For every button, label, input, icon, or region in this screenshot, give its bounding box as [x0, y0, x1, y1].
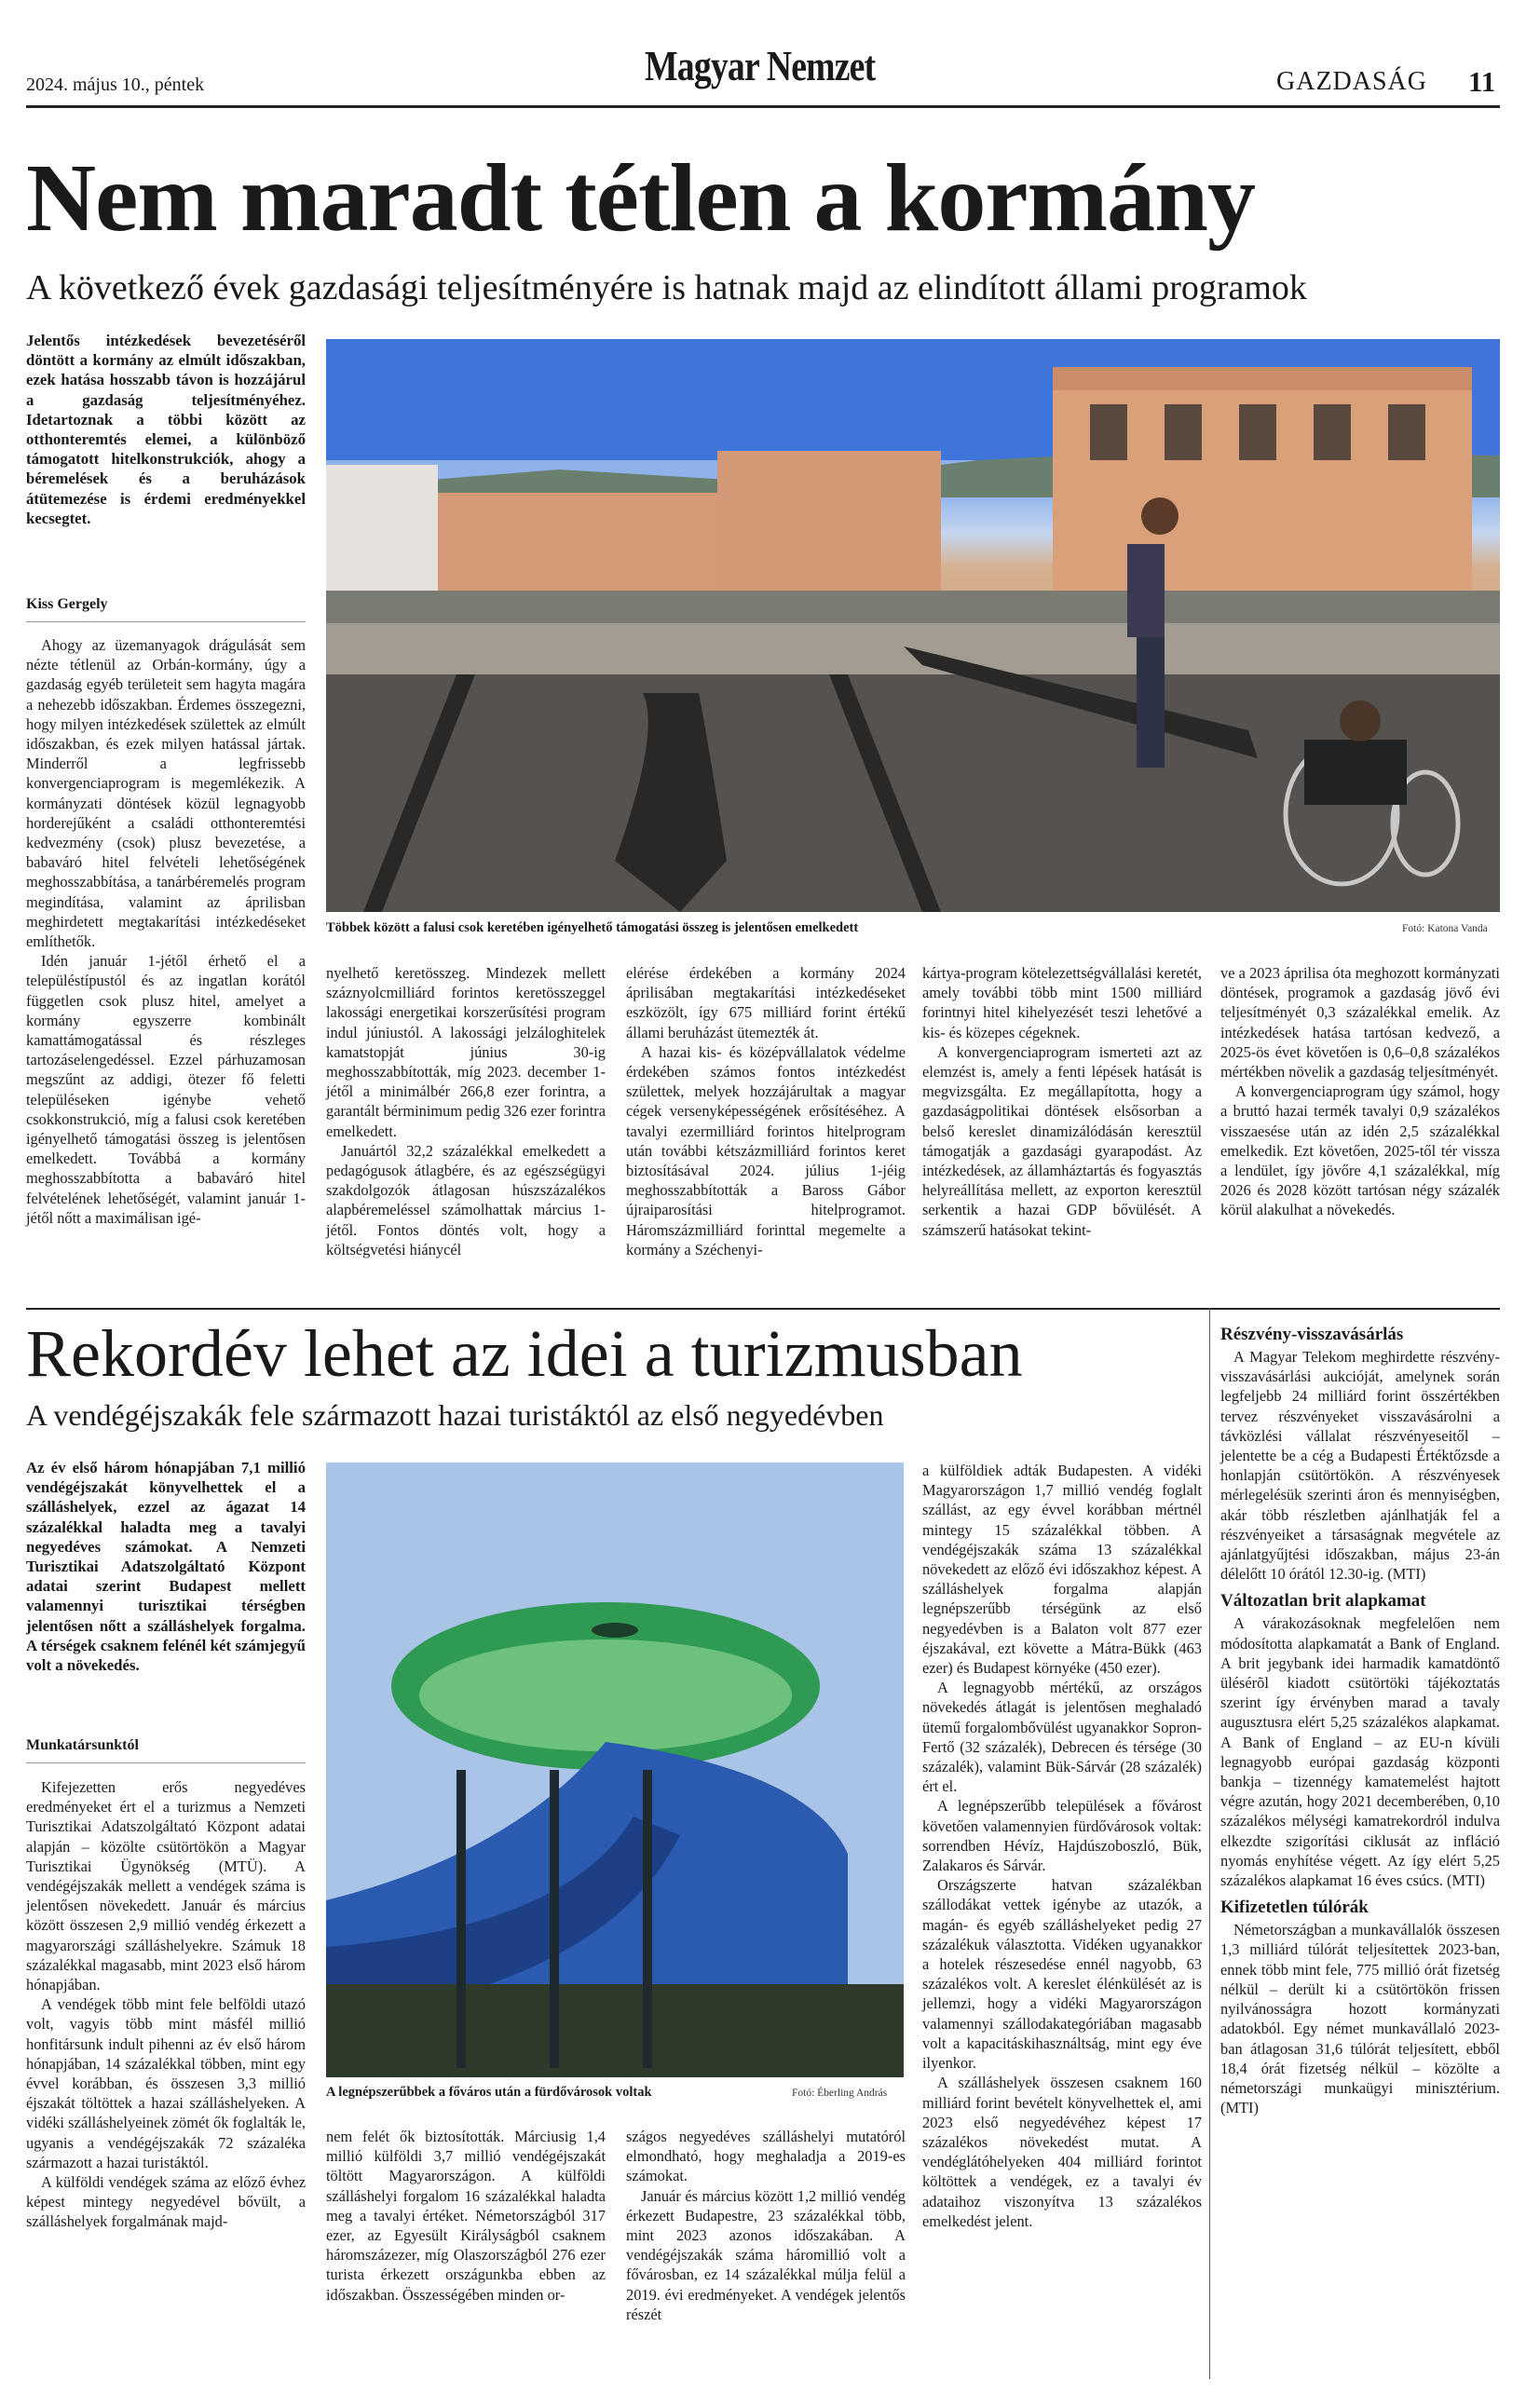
article2-title: Rekordév lehet az idei a turizmusban [26, 1316, 1023, 1391]
article1-author: Kiss Gergely [26, 596, 108, 612]
paragraph: Idén január 1-jétől érhető el a településtípustól és az ingatlan korától független csok plusz hitel, amelyet a kormány egyszerre kombinált kamattámogatással és részleges tartozáselengedéssel. Ezzel párhuzamosan megszűnt az addigi, ötezer fő feletti településeken igénybe vehető csokkonstrukció, míg a falusi csok keretében igényelhető támogatási összeg is jelentősen emelkedett. Továbbá a kormány meghosszabbította a babaváró hitel felvételének lehetőségét, valamint január 1-jétől nőtt a maximálisan igé- [26, 952, 306, 1227]
article1-subtitle: A következő évek gazdasági teljesítményére is hatnak majd az elindított állami programok [26, 268, 1307, 307]
section-label: GAZDASÁG [1276, 67, 1427, 96]
paragraph: kártya-program kötelezettségvállalási keretét, amely további több mint 1500 milliárd forintnyi hitel kihelyezését teszi lehetővé a kis- és közepes cégeknek. [922, 964, 1202, 1041]
article1-column-1 [26, 635, 306, 1228]
brief-text: A várakozásoknak megfelelően nem módosította alapkamatát a Bank of England. A brit jegybank idei harmadik kamatdöntő ülésérõl kiadott csütörtöki tájékoztatás szerint így érvényben marad a tavaly augusztusra elért 5,25 százalékos alapkamat. A Bank of England – az EU-n kívüli legnagyobb európai gazdaság központi bankja – tizennégy kamatemelést hajtott végre azután, hogy 2021 decemberében, 0,10 százalékos mélységi kamatrekordról indulva elkezdte szigorítási ciklusát az infláció nyomás enyhítése végett. Az így elért 5,25 százalékos alapkamat 16 éves csúcs. (MTI) [1220, 1614, 1500, 1890]
brief-item [1220, 1591, 1500, 1890]
article1-photo [326, 339, 1500, 912]
paragraph: Január és március között 1,2 millió vendég érkezett Budapestre, 23 százalékkal több, mint 2023 azonos időszakában. A vendégéjszakák száma háromillió volt a fővárosban, ez 14 százalékkal múlja felül a 2019. évi eredményeket. A vendégek jelentős részét [626, 2186, 906, 2323]
paragraph: szágos negyedéves szálláshelyi mutatóról elmondható, hogy meghaladja a 2019-es számokat. [626, 2128, 906, 2185]
article2-photo-credit: Fotó: Éberling András [792, 2088, 888, 2099]
paragraph: A legnagyobb mértékű, az országos növekedés átlagát is jelentősen meghaladó ütemű forgalombővülést ugyanakkor Sopron-Fertő (32 százalék), Debrecen és térsége (30 százalék), valamint Bük-Sárvár (28 százalék) ért el. [922, 1679, 1202, 1796]
article2-lead: Az év első három hónapjában 7,1 millió vendégéjszakát könyvelhettek el a szálláshelyek, ezzel az ágazat 14 százalékkal haladta meg a tavalyi negyedéves számokat. A Nemzeti Turisztikai Adatszolgáltató Központ adatai szerint Budapest mellett valamennyi turisztikai térségben jelentősen nőtt a szálláshelyek forgalma. A térségek csaknem felénél két számjegyű volt a növekedés. [26, 1459, 306, 1675]
paragraph: A legnépszerűbb települések a fővárost követően valamennyien fürdővárosok voltak: sorrendben Hévíz, Hajdúszoboszló, Bük, Zalakaros és Sárvár. [922, 1797, 1202, 1875]
issue-date: 2024. május 10., péntek [26, 75, 205, 95]
brief-text: Németországban a munkavállalók összesen 1,3 milliárd túlórát teljesítettek 2023-ban, ennek több mint fele, 775 millió órát fizetség nélkül – derült ki a csütörtökön frissen nyilvánosságra hozott kormányzati adatokból. Egy német munkavállaló 2023-ban átlagosan 31,6 túlórát teljesített, ebből 18,4 órát fizetség nélkül – közölte a németországi munkaügyi minisztérium. (MTI) [1220, 1921, 1500, 2117]
construction-scene-illustration [326, 339, 1500, 912]
article1-title: Nem maradt tétlen a kormány [26, 144, 1255, 252]
brief-title: Változatlan brit alapkamat [1220, 1591, 1426, 1612]
paragraph: A külföldi vendégek száma az előző évhez képest mintegy negyedével bővült, a szálláshelyek forgalmának majd- [26, 2173, 306, 2231]
paragraph: Kifejezetten erős negyedéves eredményeket ért el a turizmus a Nemzeti Turisztikai Adatszolgáltató Központ adatai alapján – közölte csütörtökön a Magyar Turisztikai Ügynökség (MTÜ). A vendégéjszakák mellett a vendégek száma is jelentősen növekedett. Január és március között összesen 2,9 millió vendég érkezett a magyarországi szálláshelyekre. Számuk 18 százalékkal magasabb, mint 2023 első három hónapjában. [26, 1778, 306, 1994]
paragraph: a külföldiek adták Budapesten. A vidéki Magyarországon 1,7 millió vendég foglalt szállást, az egy évvel korábban mértnél mintegy 15 százalékkal többen. A vendégéjszakák száma 13 százalékkal növekedett az előző évi időszakhoz képest. A szálláshelyek forgalma alapján legnépszerűbb térségünk az első negyedévben is a Balaton volt 877 ezer éjszakával, ezt követte a Mátra-Bükk (463 ezer) és Budapest környéke (450 ezer). [922, 1462, 1202, 1678]
article2-column-1 [26, 1777, 306, 2232]
paragraph: nem felét ők biztosították. Márciusig 1,4 millió külföldi 3,7 millió vendégéjszakát töltött Magyarországon. A külföldi szálláshelyi forgalom 16 százalékkal haladta meg a tavalyi értéket. Németországból 317 ezer, az Egyesült Királyságból csaknem háromszázezer, míg Olaszországból 276 ezer turista érkezett országunkba ebben az időszakban. Összességében minden or- [326, 2128, 606, 2304]
paragraph: nyelhető keretösszeg. Mindezek mellett száznyolcmilliárd forintos keretösszeggel lakossági energetikai korszerűsítési program indul júniustól. A lakossági jelzáloghitelek kamatstopját június 30-ig meghosszabbították, míg 2023. december 1-jétől a minimálbér 266,8 ezer forintra, a garantált bérminimum pedig 326 ezer forintra emelkedett. [326, 964, 606, 1140]
article2-column-4 [922, 1461, 1202, 2231]
author-rule [26, 621, 306, 622]
page-number: 11 [1468, 65, 1496, 98]
article1-column-5 [1220, 963, 1500, 1220]
article2-author: Munkatársunktól [26, 1737, 139, 1753]
paragraph: elérése érdekében a kormány 2024 áprilisában megtakarítási intézkedéseket eszközölt, így 675 milliárd forint értékű állami beruházást ütemezték át. [626, 964, 906, 1041]
article1-column-3 [626, 963, 906, 1259]
paragraph: A konvergenciaprogram úgy számol, hogy a bruttó hazai termék tavalyi 0,9 százalékos visszaesése után az idén 2,5 százalékkal emelkedik. Ezt követően, 2025-től tér vissza a lendület, így jövőre 4,1 százalékkal, míg 2026 és 2028 között tartósan négy százalék körül alakulhat a növekedés. [1220, 1082, 1500, 1219]
article2-subtitle: A vendégéjszakák fele származott hazai turistáktól az első negyedévben [26, 1398, 884, 1432]
masthead-logo: Magyar Nemzet [645, 42, 876, 89]
article1-photo-credit: Fotó: Katona Vanda [1402, 923, 1488, 934]
article1-column-2 [326, 963, 606, 1259]
article1-photo-caption: Többek között a falusi csok keretében igényelhető támogatási összeg is jelentősen emelkedett [326, 920, 859, 935]
paragraph: A hazai kis- és középvállalatok védelme érdekében számos fontos intézkedést születtek, melyek hozzájárultak a magyar cégek versenyképességének erősítéséhez. A tavalyi ezermilliárd forintos hitelprogram után további kétszázmilliárd forintos keret biztosításával 2024. július 1-jéig meghosszabbították a Baross Gábor újraiparosítási hitelprogramot. Háromszázmilliárd forinttal megemelte a kormány a Széchenyi- [626, 1042, 906, 1258]
article2-column-2 [326, 2127, 606, 2305]
header-rule [26, 105, 1500, 108]
article2-column-3 [626, 2127, 906, 2324]
paragraph: A szálláshelyek összesen csaknem 160 milliárd forint bevételt könyvelhettek el, ami 2023 első negyedévéhez képest 17 százalékos növekedést mutat. A vendéglátóhelyeken 404 milliárd forintot költöttek a vendégek, ez a tavalyi év adataihoz viszonyítva 13 százalékos emelkedést jelent. [922, 2074, 1202, 2230]
paragraph: A vendégek több mint fele belföldi utazó volt, vagyis több mint másfél millió honfitársunk indult pihenni az év első három hónapjában, 14 százalékkal többen, mint egy évvel korábban, és összesen 3,3 millió éjszakát töltöttek a hazai szálláshelyeken. A vidéki szálláshelyeinek zömét ők foglalták le, ugyanis a vendégéjszakák 72 százaléka származott a hazai turistáktól. [26, 1995, 306, 2171]
paragraph: ve a 2023 áprilisa óta meghozott kormányzati döntések, programok a gazdaság jövő évi teljesítményét 0,3 százalékkal emelik. Az intézkedések hatása tartósan kedvező, a 2025-ös évet követően is 0,6–0,8 százalékos mértékben növelik a gazdaság teljesítményét. [1220, 964, 1500, 1082]
article2-photo [326, 1462, 904, 2077]
paragraph: Országszerte hatvan százalékban szállodákat vettek igénybe az utazók, a magán- és egyéb szálláshelyeket pedig 27 százalékuk választotta. Vidéken ugyanakkor a hotelek részesedése ennél nagyobb, 63 százalékos volt. A kereslet élénkülését az is jellemzi, hogy a vidéki Magyarországon valamennyi szállodakategóriában magasabb volt a kapacitáskihasználtság, mint egy éve ilyenkor. [922, 1876, 1202, 2073]
brief-item [1220, 1898, 1500, 2117]
paragraph: A konvergenciaprogram ismerteti azt az elemzést is, amely a fenti lépések hatását is megvizsgálta. Ez megállapította, hogy a gazdaságpolitikai döntések elsősorban a belső kereslet dinamizálódásán keresztül támogatják a gazdasági gyarapodást. Az intézkedések, az államháztartás és fogyasztás helyreállítása mellett, az exporton keresztül serkentik a hazai GDP bővülését. A számszerű hatásokat tekint- [922, 1042, 1202, 1239]
author-rule [26, 1762, 306, 1763]
article1-column-4 [922, 963, 1202, 1240]
water-slide-illustration [326, 1462, 904, 2077]
brief-text: A Magyar Telekom meghirdette részvény-visszavásárlási aukcióját, amelynek során legfeljebb 24 milliárd forint összértékben tervez részvényeket visszavásárolni a távközlési vállalat részvényeseitől – jelentette be a cég a Budapesti Értéktőzsde a honlapján csütörtökön. A részvényesek mérlegelésük szerinti áron és mennyiségben, akár több részletben ajánlhatják fel a részvényeiket a társaságnak megvétele az ajánlatgyűjtési időszakban, május 23-án délelőtt 10 órától 12.30-ig. (MTI) [1220, 1348, 1500, 1584]
news-brief-sidebar [1220, 1319, 1500, 2117]
brief-item [1220, 1325, 1500, 1584]
article2-photo-caption: A legnépszerűbbek a főváros után a fürdővárosok voltak [326, 2085, 652, 2100]
article1-lead: Jelentős intézkedések bevezetéséről döntött a kormány az elmúlt időszakban, ezek hatása hosszabb távon is hozzájárul a gazdaság teljesítményéhez. Idetartoznak a többi között az otthonteremtés elemei, a különböző támogatott hitelkonstrukciók, ahogy a béremelések és a beruházások átütemezése is érdemi eredményekkel kecsegtet. [26, 332, 306, 527]
brief-title: Részvény-visszavásárlás [1220, 1325, 1404, 1344]
sidebar-rule [1209, 1308, 1210, 2379]
brief-title: Kifizetetlen túlórák [1220, 1898, 1369, 1918]
paragraph: Januártól 32,2 százalékkal emelkedett a pedagógusok átlagbére, és az egészségügyi szakdolgozók átlagosan húszszázalékos alapbéremeléssel számolhattak március 1-jétől. Fontos döntés volt, hogy a költségvetési hiánycél [326, 1141, 606, 1258]
paragraph: Ahogy az üzemanyagok drágulását sem nézte tétlenül az Orbán-kormány, úgy a gazdaság egyéb területeit sem hagyta magára a nehezebb időszakban. Érdemes összegezni, hogy milyen intézkedések születtek az elmúlt időszakban, és ezek milyen hatással jártak. Minderről a legfrissebb konvergenciaprogram is megemlékezik. A kormányzati döntések közül legnagyobb horderejűként a családi otthonteremtési kedvezmény (csok) plusz bevezetése, a babaváró hitel felvételi lehetőségének meghosszabbítása, a tanárbéremelés program megindítása, valamint az áprilisban meghirdetett megtakarítási intézkedéseket említhetők. [26, 636, 306, 951]
section-divider [26, 1308, 1500, 1310]
